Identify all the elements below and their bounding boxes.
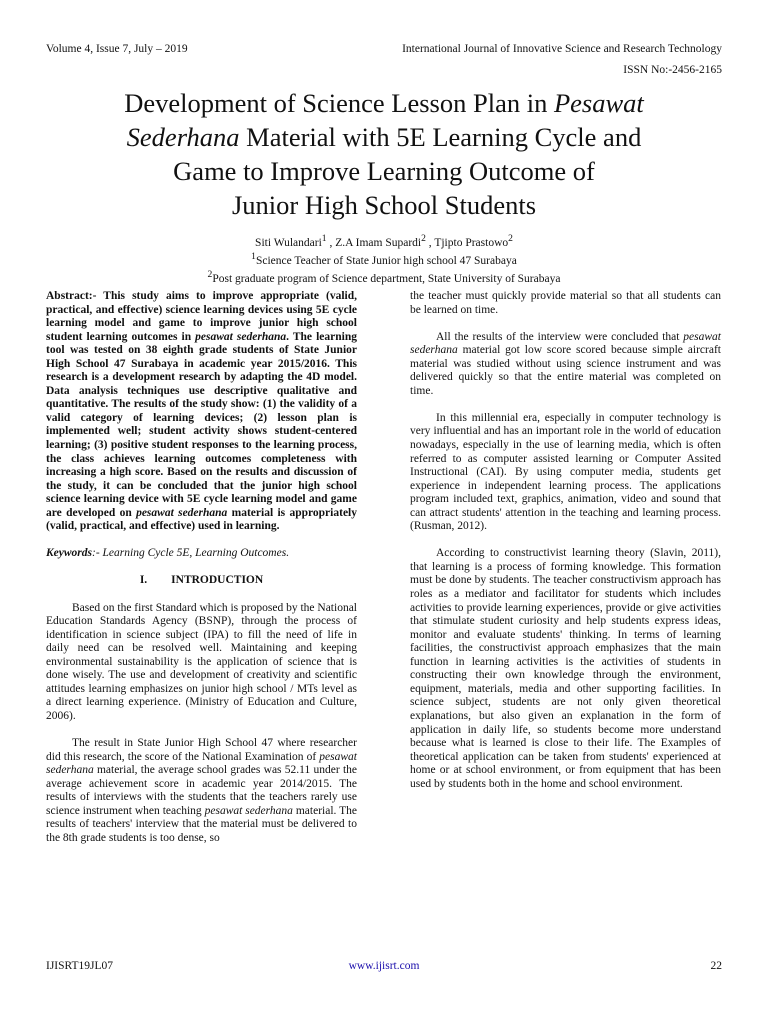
constructivist-paragraph: According to constructivist learning theory (Slavin, 2011), that learning is a process of forming knowledge. This formation must be done by students. The teacher constructivism approach has roles as a mediator and facilitator for students which includes activities to provide learning experiences, provide or give activities that stimulate student curiosity and help students express ideas, monitor and evaluate students' thinking. In terms of learning facilities, the constructivist approach emphasizes that the main function in learning activities is the activities of students in constructing their own knowledge through the environment, equipment, materials, media and other supporting facilities. In science subject, students are not only given theoretical explanations, but also given an explanation in the form of application in daily life, so students become more understand because what is learned is close to their life. The Examples of theoretical application can be taken from students' experienced at home or at school environment, or from equipment that has been used by students both in the home and school environment. <box>410 547 721 790</box>
affiliation-2-sup: 2 <box>207 269 213 281</box>
keywords-text: :- Learning Cycle 5E, Learning Outcomes. <box>92 547 290 560</box>
intro-paragraph-2 <box>46 737 357 845</box>
left-column <box>46 290 357 859</box>
p2-italic-2: pesawat sederhana <box>204 804 293 817</box>
author-3: , Tjipto Prastowo <box>425 236 509 249</box>
keywords <box>46 547 357 561</box>
section-title: INTRODUCTION <box>171 574 264 587</box>
journal-name: International Journal of Innovative Science and Research Technology <box>402 43 722 55</box>
author-2: , Z.A Imam Supardi <box>326 236 422 249</box>
r1-italic: pesawat sederhana <box>410 330 721 357</box>
title-line-4: Junior High School Students <box>231 190 537 220</box>
issn: ISSN No:-2456-2165 <box>623 64 722 76</box>
p2-text-2: material, the average school grades was 52.11 under the average achievement score in academic year 2014/2015. The results of interviews with the students that the teachers rarely use science instrument when teaching <box>46 764 357 817</box>
journal-url-link[interactable]: www.ijisrt.com <box>348 960 420 972</box>
title-line-1: Development of Science Lesson Plan in <box>124 88 554 118</box>
title-line-3: Game to Improve Learning Outcome of <box>173 156 595 186</box>
right-column <box>410 290 721 805</box>
paper-title <box>40 86 728 222</box>
p2-italic-1: pesawat sederhana <box>46 750 357 777</box>
affiliation-1-text: Science Teacher of State Junior high school 47 Surabaya <box>255 254 517 267</box>
authors-block <box>40 232 728 286</box>
p2-text-3: material. The results of teachers' interview that the material must be delivered to the 8th grade students is too dense, so <box>46 804 358 844</box>
section-number: I. <box>139 574 148 587</box>
abstract-italic-1: pesawat sederhana <box>195 330 287 343</box>
author-1: Siti Wulandari <box>255 236 322 249</box>
p2-text-1: The result in State Junior High School 47 where researcher did this research, the score of the National Examination of <box>46 737 357 763</box>
abstract-text-2: . The learning tool was tested on 38 eighth grade students of State Junior High School 47 Surabaya in academic year 2015/2016. This research is a development research by adapting the 4D model. Data analysis techniques use descriptive qualitative and quantitative. The results of the study show: (1) the validity of a valid category of learning devices; (2) lesson plan is implemented well; student activity shows student-centered learning; (3) positive student responses to the learning process, the class achieves learning outcomes completeness with increasing a high score. Based on the results and discussion of the study, it can be concluded that the junior high school science learning device with 5E cycle learning model and game are developed on <box>46 330 357 519</box>
intro-paragraph-1: Based on the first Standard which is proposed by the National Education Standards Agency (BSNP), through the process of identification in science subject (IPA) to fill the need of life in daily need can be resolved well. Maintaining and keeping environmental sustainability is the application of science that is done wisely. The use and development of creativity and scientific attitudes learning emphasizes on junior high school / MTs level as a direct learning experience. (Ministry of Education and Culture, 2006). <box>46 601 357 722</box>
author-1-sup: 1 <box>321 233 327 244</box>
continued-paragraph: the teacher must quickly provide material so that all students can be learned on time. <box>410 290 721 316</box>
section-heading <box>46 574 357 588</box>
page-number: 22 <box>710 960 722 972</box>
r1-text-1: All the results of the interview were concluded that <box>436 330 684 343</box>
author-2-sup: 2 <box>421 233 426 244</box>
paper-code: IJISRT19JL07 <box>46 960 114 972</box>
r1-text-2: material got low score scored because simple aircraft material was studied without using science instrument and was delivered quickly so that the entire material was completed on time. <box>410 344 721 397</box>
author-list <box>40 232 728 250</box>
title-italic-2: Sederhana <box>126 122 240 152</box>
abstract-italic-2: pesawat sederhana <box>136 506 228 519</box>
affiliation-1 <box>40 250 728 268</box>
keywords-label: Keywords <box>46 547 92 560</box>
title-italic-1: Pesawat <box>553 88 644 118</box>
abstract-text-1: Abstract:- This study aims to improve appropriate (valid, practical, and effective) science learning devices using 5E cycle learning model and game to improve junior high school student learning outcomes in <box>46 290 357 343</box>
author-3-sup: 2 <box>508 233 513 244</box>
affiliation-2-text: Post graduate program of Science department, State University of Surabaya <box>212 273 561 286</box>
interview-paragraph <box>410 331 721 399</box>
affiliation-2 <box>40 268 728 286</box>
abstract <box>46 290 357 534</box>
affiliation-1-sup: 1 <box>251 251 256 263</box>
abstract-text-3: material is appropriately (valid, practical, and effective) used in learning. <box>46 506 357 533</box>
title-line-2: Material with 5E Learning Cycle and <box>239 122 642 152</box>
millennial-paragraph: In this millennial era, especially in computer technology is very influential and has an important role in the world of education nowadays, especially in the use of learning media, which is often referred to as computer assisted learning or Computer Assited Instructional (CAI). By using computer media, students get experience in independent learning process. The applications program included text, graphics, animation, video and sound that can attract students' attention in the teaching and learning process. (Rusman, 2012). <box>410 411 721 533</box>
volume-issue: Volume 4, Issue 7, July – 2019 <box>46 43 188 55</box>
